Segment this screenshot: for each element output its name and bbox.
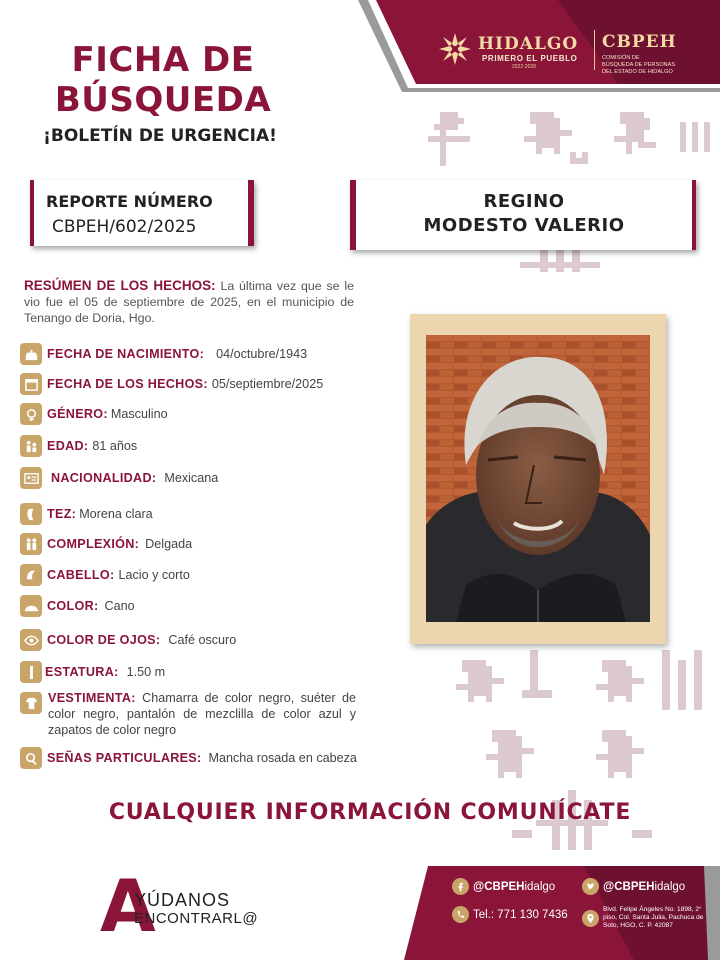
report-number-box xyxy=(30,180,254,246)
cbpeh-description xyxy=(602,55,712,76)
nationality-label: NACIONALIDAD: xyxy=(51,471,157,485)
age-value: 81 años xyxy=(92,439,138,453)
calendar-icon xyxy=(20,373,42,395)
event-date-label: FECHA DE LOS HECHOS: xyxy=(47,377,208,391)
field-color xyxy=(20,594,135,618)
skin-label: TEZ: xyxy=(47,507,77,521)
hidalgo-slogan: PRIMERO EL PUEBLO xyxy=(482,54,578,63)
person-last-name: MODESTO VALERIO xyxy=(423,215,625,236)
campaign-logo xyxy=(100,864,300,948)
cbpeh-name: CBPEH xyxy=(602,32,677,52)
summary-text: La última vez que se le vio fue el 05 de septiembre de 2025, en el municipio de Tenango de Doria, Hgo. xyxy=(24,279,354,325)
build-label: COMPLEXIÓN: xyxy=(47,537,140,551)
gender-value: Masculino xyxy=(110,407,168,421)
cbpeh-desc-line: BÚSQUEDA DE PERSONAS xyxy=(602,62,676,68)
hair-icon xyxy=(20,564,42,586)
person-name-box xyxy=(350,180,696,250)
birth-date-label: FECHA DE NACIMIENTO: xyxy=(47,347,205,361)
person-first-name: REGINO xyxy=(483,191,565,212)
field-age xyxy=(20,434,137,458)
marks-label: SEÑAS PARTICULARES: xyxy=(47,751,202,765)
campaign-line-2: ENCONTRARL@ xyxy=(134,910,259,927)
hair-label: CABELLO: xyxy=(47,568,115,582)
field-skin xyxy=(20,502,153,526)
facebook-handle-bold: @CBPEH xyxy=(473,880,525,893)
birth-date-value: 04/octubre/1943 xyxy=(216,347,308,361)
facebook-contact[interactable] xyxy=(452,878,555,895)
twitter-handle-rest: idalgo xyxy=(654,880,686,893)
field-marks xyxy=(20,746,357,770)
height-label: ESTATURA: xyxy=(45,665,119,679)
twitter-icon xyxy=(582,878,599,895)
photo-frame xyxy=(410,314,666,644)
eye-color-label: COLOR DE OJOS: xyxy=(47,633,161,647)
summary-heading: RESÚMEN DE LOS HECHOS: xyxy=(24,278,216,293)
campaign-letter: A xyxy=(100,864,156,948)
cake-icon xyxy=(20,343,42,365)
field-build xyxy=(20,532,192,556)
build-value: Delgada xyxy=(145,537,193,551)
height-value: 1.50 m xyxy=(126,665,166,679)
hidalgo-flower-icon xyxy=(438,32,472,66)
cbpeh-desc-line: COMISIÓN DE xyxy=(602,55,640,61)
twitter-contact[interactable] xyxy=(582,878,685,895)
gender-icon xyxy=(20,403,42,425)
address-text: Blvd. Felipe Ángeles No. 1898, 2° piso, Col. Santa Julia, Pachuca de Soto, HGO, C. P. 42087 xyxy=(603,906,704,929)
skin-value: Morena clara xyxy=(79,507,153,521)
field-gender xyxy=(20,402,168,426)
field-birth-date xyxy=(20,342,307,366)
color-label: COLOR: xyxy=(47,599,99,613)
clothing-text xyxy=(48,690,356,738)
location-pin-icon xyxy=(582,910,599,927)
phone-icon xyxy=(452,906,469,923)
facebook-handle-rest: idalgo xyxy=(524,880,556,893)
embroidery-pattern-bottom xyxy=(452,630,720,866)
hidalgo-logo xyxy=(438,30,588,70)
cbpeh-logo xyxy=(602,32,712,76)
report-number: CBPEH/602/2025 xyxy=(52,217,197,237)
eye-icon xyxy=(20,629,42,651)
field-hair xyxy=(20,563,190,587)
field-nationality xyxy=(20,466,218,490)
phone-contact[interactable] xyxy=(452,906,568,923)
call-to-action: CUALQUIER INFORMACIÓN COMUNÍCATE xyxy=(108,800,632,825)
field-height xyxy=(20,660,165,684)
skin-icon xyxy=(20,503,42,525)
eye-color-value: Café oscuro xyxy=(168,633,237,647)
magnifier-icon xyxy=(20,747,42,769)
age-label: EDAD: xyxy=(47,439,89,453)
cbpeh-desc-line: DEL ESTADO DE HIDALGO xyxy=(602,69,673,75)
field-event-date xyxy=(20,372,323,396)
hidalgo-name: HIDALGO xyxy=(478,34,579,54)
title-line-2: BÚSQUEDA xyxy=(54,80,272,120)
id-card-icon xyxy=(20,467,42,489)
age-icon xyxy=(20,435,42,457)
field-clothing xyxy=(20,690,356,738)
campaign-line-1: YÚDANOS xyxy=(134,890,231,910)
address-contact xyxy=(582,906,711,930)
marks-value: Mancha rosada en cabeza xyxy=(208,751,357,765)
title-line-1: FICHA DE xyxy=(71,40,255,80)
hidalgo-years: 2022-2028 xyxy=(512,64,536,70)
missing-person-photo xyxy=(426,335,650,622)
color-value: Cano xyxy=(104,599,135,613)
nationality-value: Mexicana xyxy=(164,471,219,485)
facebook-handle xyxy=(473,881,555,893)
facebook-icon xyxy=(452,878,469,895)
clothing-label: VESTIMENTA: xyxy=(48,691,136,705)
urgency-subtitle: ¡BOLETÍN DE URGENCIA! xyxy=(43,126,277,146)
summary-block xyxy=(24,278,354,326)
page-title xyxy=(28,40,298,120)
twitter-handle xyxy=(603,881,685,893)
ruler-icon xyxy=(20,661,42,683)
report-label: REPORTE NÚMERO xyxy=(46,192,213,211)
hair-value: Lacio y corto xyxy=(118,568,190,582)
field-eye-color xyxy=(20,628,236,652)
twitter-handle-bold: @CBPEH xyxy=(603,880,655,893)
shirt-icon xyxy=(20,692,42,714)
event-date-value: 05/septiembre/2025 xyxy=(211,377,324,391)
phone-number: Tel.: 771 130 7436 xyxy=(473,908,568,921)
gender-label: GÉNERO: xyxy=(47,407,108,421)
clothing-value: Chamarra de color negro, suéter de color negro, pantalón de mezclilla de color azul y zapatos de color negro xyxy=(48,691,356,737)
logo-divider xyxy=(594,30,595,70)
hat-icon xyxy=(20,595,42,617)
body-icon xyxy=(20,533,42,555)
